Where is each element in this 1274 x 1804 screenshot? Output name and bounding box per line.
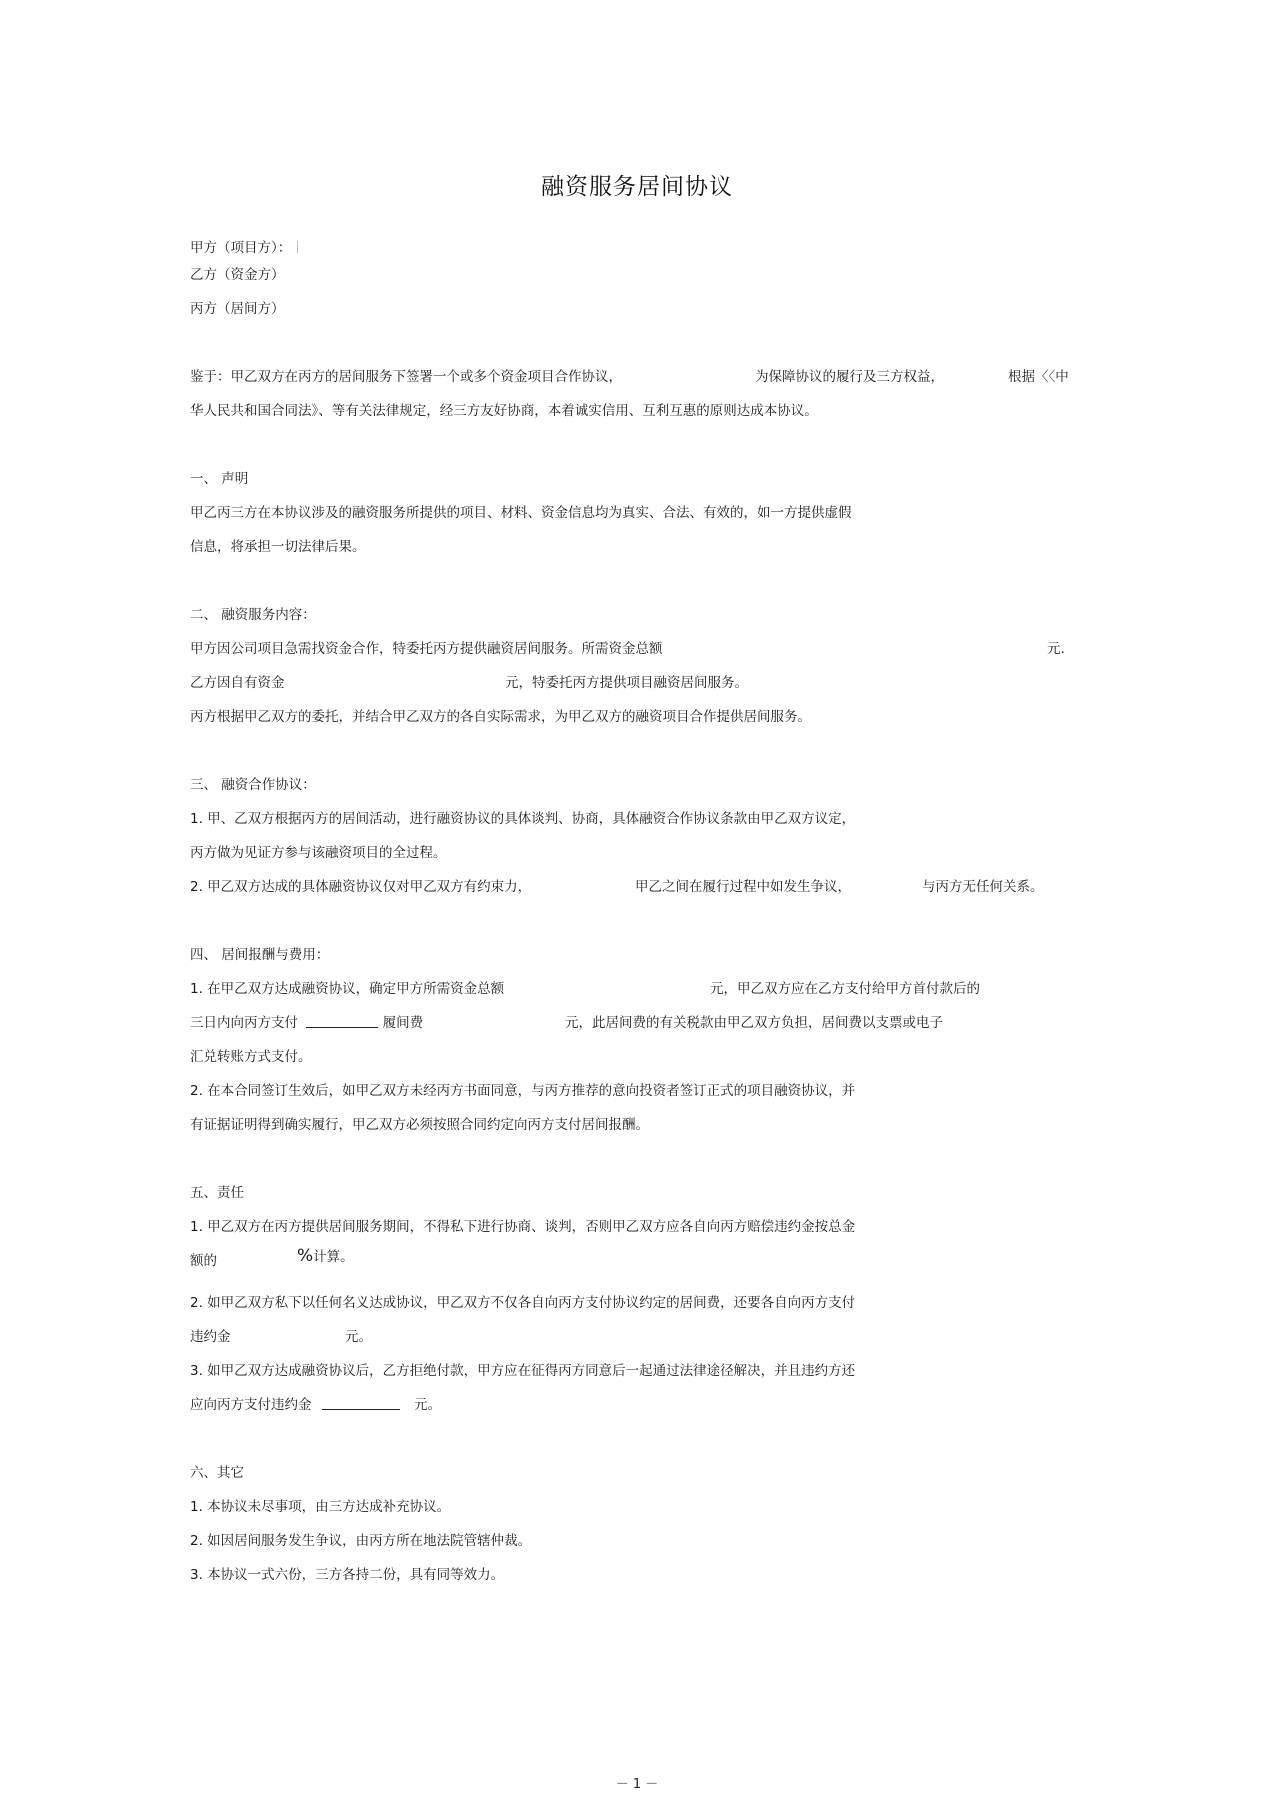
section-5-line-6a: 应向丙方支付违约金 bbox=[190, 1397, 312, 1413]
section-6-line-3: 3. 本协议一式六份，三方各持二份，具有同等效力。 bbox=[190, 1567, 505, 1583]
blank-underline bbox=[306, 1015, 378, 1028]
document-title: 融资服务居间协议 bbox=[541, 174, 733, 200]
section-5-line-4b: 元。 bbox=[345, 1329, 372, 1345]
section-2-line-2b: 元，特委托丙方提供项目融资居间服务。 bbox=[505, 675, 748, 691]
section-2-line-1: 甲方因公司项目急需找资金合作，特委托丙方提供融资居间服务。所需资金总额 bbox=[190, 641, 663, 657]
section-6-line-1: 1. 本协议未尽事项，由三方达成补充协议。 bbox=[190, 1499, 451, 1515]
section-3-heading: 三、 融资合作协议： bbox=[190, 777, 316, 793]
section-5-line-1: 1. 甲乙双方在丙方提供居间服务期间，不得私下进行协商、谈判，否则甲乙双方应各自向丙方赔偿违约金按总金 bbox=[190, 1219, 856, 1235]
party-a-label: 甲方（项目方）： bbox=[190, 240, 292, 256]
section-6-heading: 六、其它 bbox=[190, 1465, 244, 1481]
party-c: 丙方（居间方） bbox=[190, 301, 285, 317]
section-1-line-2: 信息，将承担一切法律后果。 bbox=[190, 539, 366, 555]
section-3-line-3b: 甲乙之间在履行过程中如发生争议， bbox=[635, 879, 851, 895]
section-4-line-1b: 元，甲乙双方应在乙方支付给甲方首付款后的 bbox=[710, 981, 980, 997]
section-3-line-1: 1. 甲、乙双方根据丙方的居间活动，进行融资协议的具体谈判、协商，具体融资合作协议条款由甲乙双方议定， bbox=[190, 811, 856, 827]
section-3-line-3a: 2. 甲乙双方达成的具体融资协议仅对甲乙双方有约束力， bbox=[190, 879, 532, 895]
preamble-part-3: 根据〈〈中 bbox=[1008, 369, 1069, 385]
section-2-line-2a: 乙方因自有资金 bbox=[190, 675, 285, 691]
text-cursor bbox=[297, 241, 298, 253]
section-5-line-2b bbox=[297, 1245, 354, 1266]
section-4-line-5: 有证据证明得到确实履行，甲乙双方必须按照合同约定向丙方支付居间报酬。 bbox=[190, 1117, 649, 1133]
section-5-line-6 bbox=[190, 1393, 441, 1413]
section-4-line-2a bbox=[190, 1011, 423, 1031]
section-3-line-2: 丙方做为见证方参与该融资项目的全过程。 bbox=[190, 845, 447, 861]
blank-underline bbox=[322, 1397, 400, 1410]
section-3-line-3c: 与丙方无任何关系。 bbox=[922, 879, 1044, 895]
section-4-line-2c: 元，此居间费的有关税款由甲乙双方负担，居间费以支票或电子 bbox=[565, 1015, 943, 1031]
section-4-line-3: 汇兑转账方式支付。 bbox=[190, 1049, 312, 1065]
section-5-line-5: 3. 如甲乙双方达成融资协议后，乙方拒绝付款，甲方应在征得丙方同意后一起通过法律途径解决，并且违约方还 bbox=[190, 1363, 856, 1379]
preamble-part-1: 鉴于：甲乙双方在丙方的居间服务下签署一个或多个资金项目合作协议， bbox=[190, 369, 622, 385]
section-5-line-4a: 违约金 bbox=[190, 1329, 231, 1345]
section-1-line-1: 甲乙丙三方在本协议涉及的融资服务所提供的项目、材料、资金信息均为真实、合法、有效的，如一方提供虚假 bbox=[190, 505, 852, 521]
section-4-line-2b: 履间费 bbox=[382, 1015, 424, 1031]
section-2-line-3: 丙方根据甲乙双方的委托，并结合甲乙双方的各自实际需求，为甲乙双方的融资项目合作提供居间服务。 bbox=[190, 709, 811, 725]
section-5-line-2b-text: 计算。 bbox=[313, 1249, 354, 1265]
section-5-line-3: 2. 如甲乙双方私下以任何名义达成协议，甲乙双方不仅各自向丙方支付协议约定的居间费，还要各自向丙方支付 bbox=[190, 1295, 856, 1311]
section-1-heading: 一、 声明 bbox=[190, 471, 249, 487]
section-4-line-4: 2. 在本合同签订生效后，如甲乙双方未经丙方书面同意，与丙方推荐的意向投资者签订正式的项目融资协议，并 bbox=[190, 1083, 856, 1099]
section-5-line-6b: 元。 bbox=[414, 1397, 442, 1413]
section-2-heading: 二、 融资服务内容： bbox=[190, 607, 316, 623]
section-5-heading: 五、责任 bbox=[190, 1185, 244, 1201]
preamble-part-4: 华人民共和国合同法》、等有关法律规定，经三方友好协商，本着诚实信用、互利互惠的原则达成本协议。 bbox=[190, 403, 818, 419]
preamble-part-2: 为保障协议的履行及三方权益， bbox=[755, 369, 944, 385]
section-4-line-2a-text: 三日内向丙方支付 bbox=[190, 1015, 298, 1031]
section-5-line-2a: 额的 bbox=[190, 1253, 217, 1269]
section-6-line-2: 2. 如因居间服务发生争议，由丙方所在地法院管辖仲裁。 bbox=[190, 1533, 532, 1549]
party-a bbox=[190, 236, 298, 256]
page-number: － 1 － bbox=[615, 1777, 659, 1792]
section-4-line-1a: 1. 在甲乙双方达成融资协议，确定甲方所需资金总额 bbox=[190, 981, 505, 997]
section-2-line-1-end: 元. bbox=[1047, 641, 1065, 657]
percent-sign: % bbox=[297, 1246, 314, 1266]
section-4-heading: 四、 居间报酬与费用： bbox=[190, 947, 330, 963]
party-b: 乙方（资金方） bbox=[190, 267, 285, 283]
